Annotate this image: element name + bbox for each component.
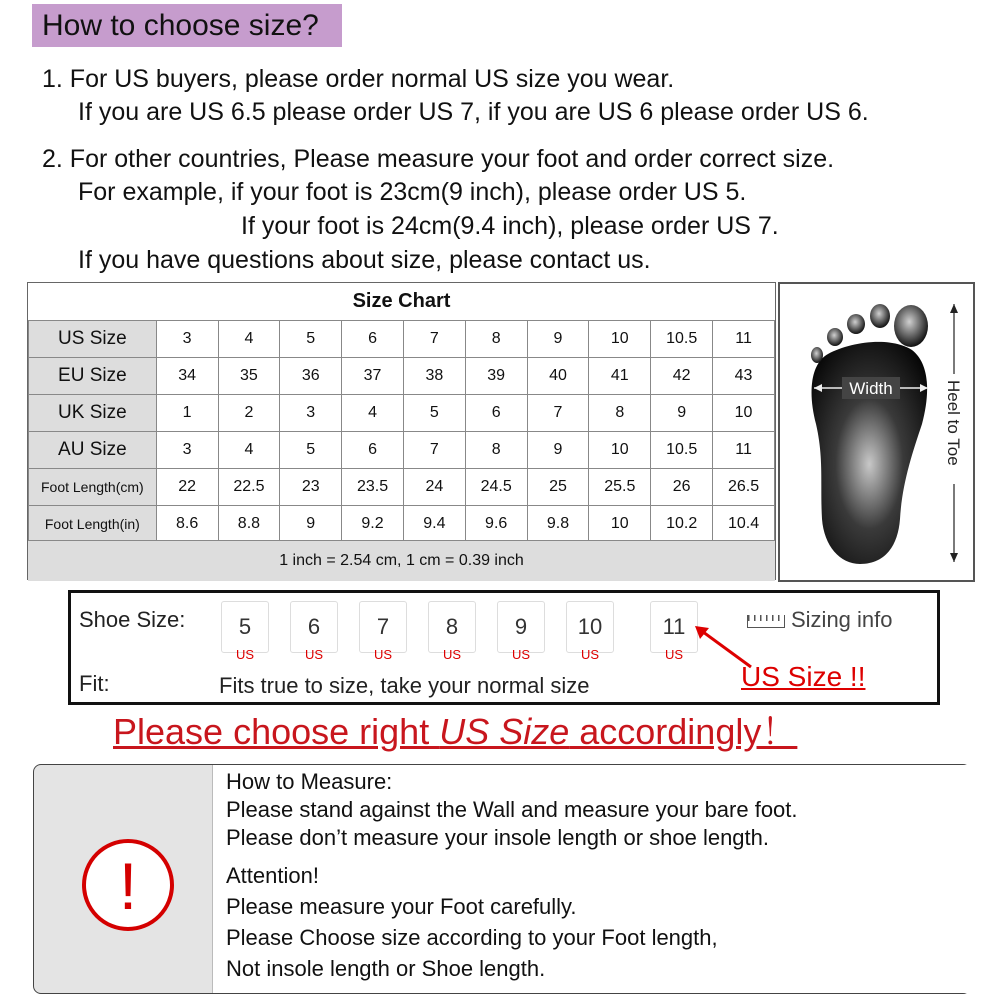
size-chart-cell: 8 [589,395,651,432]
size-chart-table [28,320,775,543]
size-chart-cell: 9 [651,395,713,432]
toe-2-shape [870,304,890,328]
page-title: How to choose size? [42,9,319,42]
size-chart-title: Size Chart [352,290,451,312]
instruction-1-detail: If you are US 6.5 please order US 7, if you are US 6 please order US 6. [78,98,869,126]
size-chart-cell: 8 [465,321,527,358]
toe-4-shape [827,328,843,346]
choose-size-post: accordingly！ [569,711,798,752]
instruction-contact: If you have questions about size, please contact us. [78,246,651,274]
size-chart-cell: 3 [156,432,218,469]
size-chart-cell: 8 [465,432,527,469]
instruction-2-example-2: If your foot is 24cm(9.4 inch), please order US 7. [241,212,779,240]
size-option-button[interactable]: 6 [290,601,338,653]
size-chart-cell: 10.4 [713,506,775,543]
attention-heading: Attention! [226,863,319,888]
size-chart-cell: 9.8 [527,506,589,543]
size-option-unit: US [304,647,324,662]
instruction-2-example: For example, if your foot is 23cm(9 inch), please order US 5. [78,178,747,206]
size-chart-cell: 22 [156,469,218,506]
size-chart-cell: 42 [651,358,713,395]
choose-size-pre: Please choose right [113,711,440,752]
size-option-unit: US [373,647,393,662]
us-size-note: US Size !! [741,661,866,692]
size-chart-cell: 26.5 [713,469,775,506]
attention-step-1: Please measure your Foot carefully. [226,894,577,919]
size-chart-cell: 8.8 [218,506,280,543]
size-option-unit: US [511,647,531,662]
length-label: Heel to Toe [944,380,963,466]
size-chart-cell: 7 [403,432,465,469]
measure-step-1: Please stand against the Wall and measure your bare foot. [226,797,798,822]
size-chart-cell: 25.5 [589,469,651,506]
size-chart-cell: 38 [403,358,465,395]
foot-diagram [778,282,975,582]
size-chart-row [29,469,775,506]
size-chart-cell: 35 [218,358,280,395]
size-chart-cell: 22.5 [218,469,280,506]
size-chart-cell: 1 [156,395,218,432]
size-chart-row [29,395,775,432]
size-chart-cell: 10 [713,395,775,432]
size-chart-cell: 23 [280,469,342,506]
size-option-unit: US [235,647,255,662]
size-chart-cell: 11 [713,432,775,469]
size-chart-cell: 9.4 [403,506,465,543]
size-chart-row-label: EU Size [29,358,157,395]
size-chart-cell: 4 [218,432,280,469]
size-chart-cell: 11 [713,321,775,358]
size-option-unit: US [442,647,462,662]
size-chart-row [29,321,775,358]
size-chart-cell: 39 [465,358,527,395]
size-chart-cell: 6 [342,321,404,358]
size-chart-row-label: UK Size [29,395,157,432]
size-chart-cell: 41 [589,358,651,395]
attention-step-3: Not insole length or Shoe length. [226,956,546,981]
size-chart-cell: 9.2 [342,506,404,543]
size-chart-cell: 2 [218,395,280,432]
foot-sole-shape [812,342,928,564]
size-option-button[interactable]: 9 [497,601,545,653]
foot-illustration [780,284,973,580]
width-label: Width [849,379,893,398]
size-chart-cell: 5 [403,395,465,432]
choose-size-headline [113,712,797,752]
size-chart-cell: 10.5 [651,321,713,358]
size-chart-cell: 3 [156,321,218,358]
size-chart-cell: 43 [713,358,775,395]
size-option-button[interactable]: 8 [428,601,476,653]
big-toe-shape [894,305,928,347]
fit-label: Fit: [79,671,110,696]
measure-step-2: Please don’t measure your insole length or shoe length. [226,825,770,850]
measure-heading: How to Measure: [226,769,393,794]
size-chart-cell: 4 [218,321,280,358]
size-chart-cell: 3 [280,395,342,432]
size-chart-row-label: US Size [29,321,157,358]
size-option-button[interactable]: 10 [566,601,614,653]
size-chart-cell: 37 [342,358,404,395]
size-chart-cell: 6 [342,432,404,469]
sizing-info-link[interactable] [747,607,893,633]
fit-description: Fits true to size, take your normal size [219,673,590,698]
size-option-unit: US [580,647,600,662]
size-chart [27,282,776,580]
size-chart-cell: 26 [651,469,713,506]
size-chart-cell: 40 [527,358,589,395]
size-chart-cell: 34 [156,358,218,395]
size-chart-row-label: Foot Length(in) [29,506,157,543]
size-chart-cell: 10 [589,321,651,358]
size-chart-cell: 10 [589,432,651,469]
size-chart-cell: 6 [465,395,527,432]
length-arrow-top-head [950,304,958,313]
size-chart-footer: 1 inch = 2.54 cm, 1 cm = 0.39 inch [28,540,775,581]
size-chart-cell: 24 [403,469,465,506]
size-chart-row [29,506,775,543]
size-chart-row [29,432,775,469]
instruction-1: 1. For US buyers, please order normal US size you wear. [42,65,675,93]
size-chart-cell: 10 [589,506,651,543]
choose-size-emphasis: US Size [439,711,570,752]
title-banner [32,4,342,47]
size-option-button[interactable]: 7 [359,601,407,653]
size-chart-cell: 5 [280,432,342,469]
size-chart-cell: 9 [527,321,589,358]
size-chart-cell: 7 [527,395,589,432]
size-chart-cell: 7 [403,321,465,358]
sizing-info-label: Sizing info [791,607,893,632]
pointer-arrow-head [695,626,709,639]
warning-icon [80,837,176,933]
length-arrow-bottom-head [950,553,958,562]
size-chart-cell: 25 [527,469,589,506]
instruction-2: 2. For other countries, Please measure your foot and order correct size. [42,145,835,173]
size-chart-cell: 10.2 [651,506,713,543]
size-chart-cell: 9 [280,506,342,543]
size-chart-cell: 4 [342,395,404,432]
toe-3-shape [847,314,865,334]
size-chart-cell: 9.6 [465,506,527,543]
size-chart-cell: 5 [280,321,342,358]
size-chart-cell: 8.6 [156,506,218,543]
size-chart-cell: 10.5 [651,432,713,469]
shoe-size-label: Shoe Size: [79,607,186,632]
size-chart-cell: 24.5 [465,469,527,506]
size-option-button[interactable]: 5 [221,601,269,653]
size-chart-cell: 9 [527,432,589,469]
toe-5-shape [811,347,823,363]
size-chart-row-label: Foot Length(cm) [29,469,157,506]
size-option-unit: US [664,647,684,662]
size-chart-cell: 23.5 [342,469,404,506]
size-chart-row-label: AU Size [29,432,157,469]
warning-icon-glyph: ! [118,849,138,923]
size-chart-row [29,358,775,395]
size-chart-cell: 36 [280,358,342,395]
size-option-button[interactable]: 11 [650,601,698,653]
shoe-size-selector [68,590,940,705]
attention-step-2: Please Choose size according to your Foot length, [226,925,718,950]
